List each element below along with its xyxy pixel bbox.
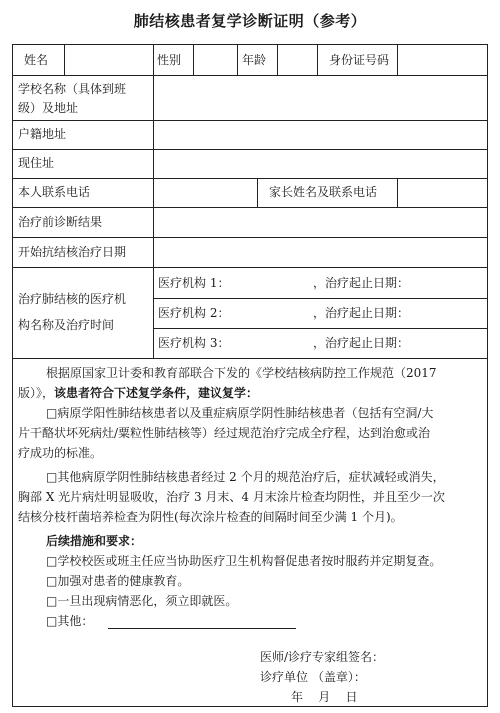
pre-diagnosis-label: 治疗前诊断结果 [18,215,103,229]
condition-2-line2: 胸部 X 光片病灶明显吸收，治疗 3 月末、4 月末涂片检查均阴性，并且至少一次 [18,490,445,504]
household-address-label: 户籍地址 [18,127,67,141]
row-divider [13,120,487,121]
gender-label: 性别 [157,53,182,67]
intro-plain: 版）》， [18,386,55,400]
id-number-label: 身份证号码 [329,53,390,67]
row-divider [13,358,487,359]
other-blank-line [108,628,296,629]
row-divider [13,149,487,150]
signature-date: 年 月 日 [291,690,358,704]
col-divider [237,45,238,75]
institution-label-line2: 构名称及治疗时间 [18,318,115,332]
row-divider [153,298,487,299]
doctor-signature-label: 医师/诊疗专家组签名： [260,650,385,664]
institution-3-period: ，治疗起止日期： [313,336,410,350]
row-divider [13,237,487,238]
row-divider [13,267,487,268]
row-divider [153,328,487,329]
followup-1: □学校校医或班主任应当协助医疗卫生机构督促患者按时服药并定期复查。 [46,554,442,568]
institution-1-label: 医疗机构 1： [158,276,230,290]
col-divider [64,45,65,75]
col-divider [277,45,278,75]
institution-3-label: 医疗机构 3： [158,336,230,350]
followup-2: □加强对患者的健康教育。 [46,574,190,588]
certificate-form [12,44,488,707]
age-label: 年龄 [242,53,267,67]
condition-2-line3: 结核分枝杆菌培养检查为阴性(每次涂片检查的间隔时间至少满 1 个月)。 [18,510,403,524]
phone-label: 本人联系电话 [18,185,91,199]
institution-1-period: ，治疗起止日期： [313,276,410,290]
followup-other: □其他： [46,614,94,628]
school-label-line1: 学校名称（具体到班 [18,82,127,96]
col-divider [397,45,398,75]
col-divider [193,45,194,75]
row-divider [13,207,487,208]
treatment-start-label: 开始抗结核治疗日期 [18,245,127,259]
parent-contact-label: 家长姓名及联系电话 [269,185,378,199]
col-divider [153,45,154,358]
institution-label-line1: 治疗肺结核的医疗机 [18,292,127,306]
condition-1-line1: □病原学阳性肺结核患者以及重症病原学阴性肺结核患者（包括有空洞/大 [46,406,434,420]
condition-2-line1: □其他病原学阴性肺结核患者经过 2 个月的规范治疗后，症状减轻或消失， [46,470,445,484]
current-address-label: 现住址 [18,156,55,170]
condition-1-line3: 疗成功的标准。 [18,446,103,460]
document-title: 肺结核患者复学诊断证明（参考） [133,12,367,30]
col-divider [257,178,258,207]
intro-line1: 根据原国家卫计委和教育部联合下发的《学校结核病防控工作规范（2017 [46,366,437,380]
name-label: 姓名 [24,53,49,67]
condition-1-line2: 片干酪状坏死病灶/粟粒性肺结核等）经过规范治疗完成全疗程，达到治愈或治 [18,426,431,440]
followup-3: □一旦出现病情恶化，须立即就医。 [46,594,238,608]
intro-line2 [18,385,258,401]
followup-heading: 后续措施和要求： [46,534,143,548]
school-label-line2: 级）及地址 [18,101,79,115]
institution-2-label: 医疗机构 2： [158,306,230,320]
col-divider [317,45,318,75]
row-divider [13,178,487,179]
row-divider [13,75,487,76]
unit-stamp-label: 诊疗单位 （盖章）： [260,670,366,684]
intro-bold: 该患者符合下述复学条件，建议复学： [54,386,259,400]
institution-2-period: ，治疗起止日期： [313,306,410,320]
col-divider [397,178,398,207]
